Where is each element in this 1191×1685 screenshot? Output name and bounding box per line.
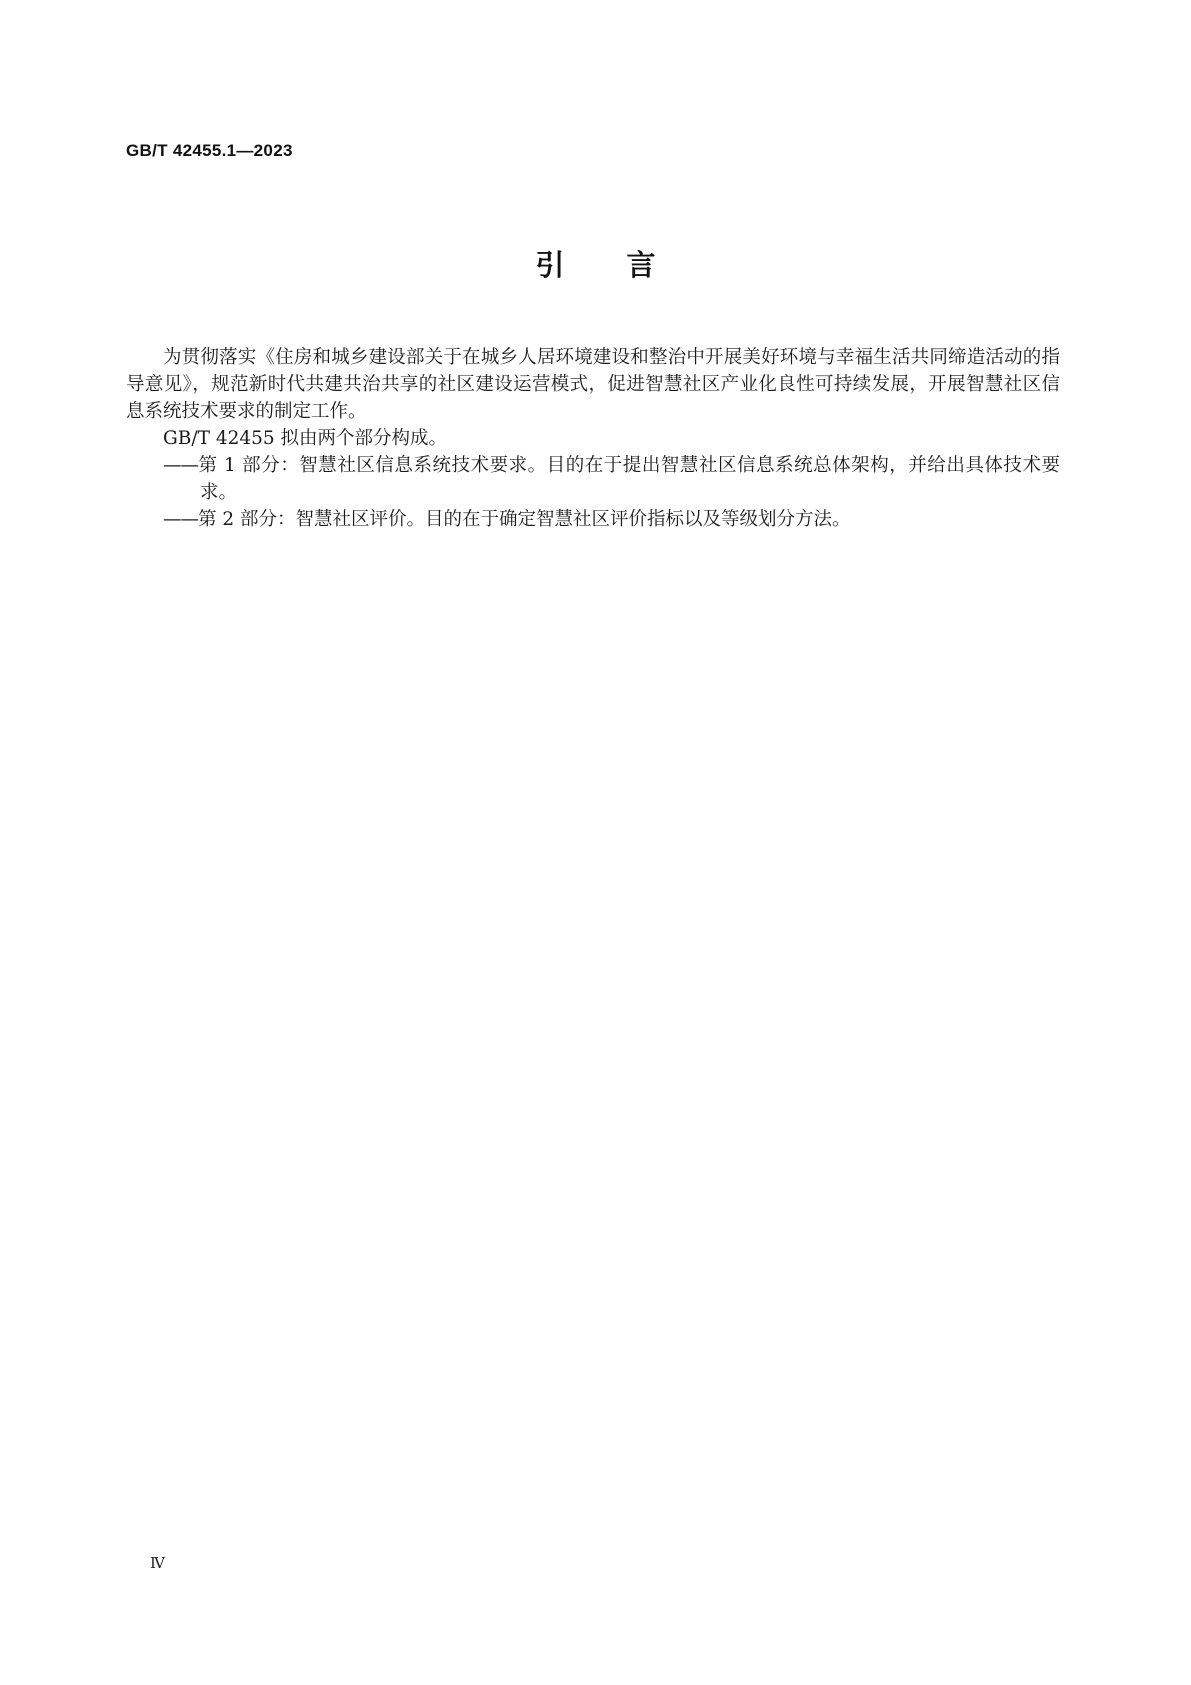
intro-body: [126, 344, 1060, 533]
standard-code: GB/T 42455.1—2023: [126, 141, 293, 160]
intro-paragraph-2: GB/T 42455 拟由两个部分构成。: [163, 428, 448, 449]
list-item-part-2: [163, 506, 1060, 533]
page-title: 引言: [535, 248, 718, 282]
parts-list: [126, 452, 1060, 533]
page-number: Ⅳ: [150, 1554, 165, 1572]
list-item-part-1: [163, 452, 1060, 506]
list-dash: ——: [163, 455, 198, 476]
list-item-text: 第 2 部分：智慧社区评价。目的在于确定智慧社区评价指标以及等级划分方法。: [198, 509, 851, 530]
intro-paragraph-1: 为贯彻落实《住房和城乡建设部关于在城乡人居环境建设和整治中开展美好环境与幸福生活共同缔造活动的指导意见》，规范新时代共建共治共享的社区建设运营模式，促进智慧社区产业化良性可持续发展，开展智慧社区信息系统技术要求的制定工作。: [126, 347, 1060, 422]
list-item-text: 第 1 部分：智慧社区信息系统技术要求。目的在于提出智慧社区信息系统总体架构，并给出具体技术要求。: [198, 455, 1060, 503]
list-dash: ——: [163, 509, 198, 530]
